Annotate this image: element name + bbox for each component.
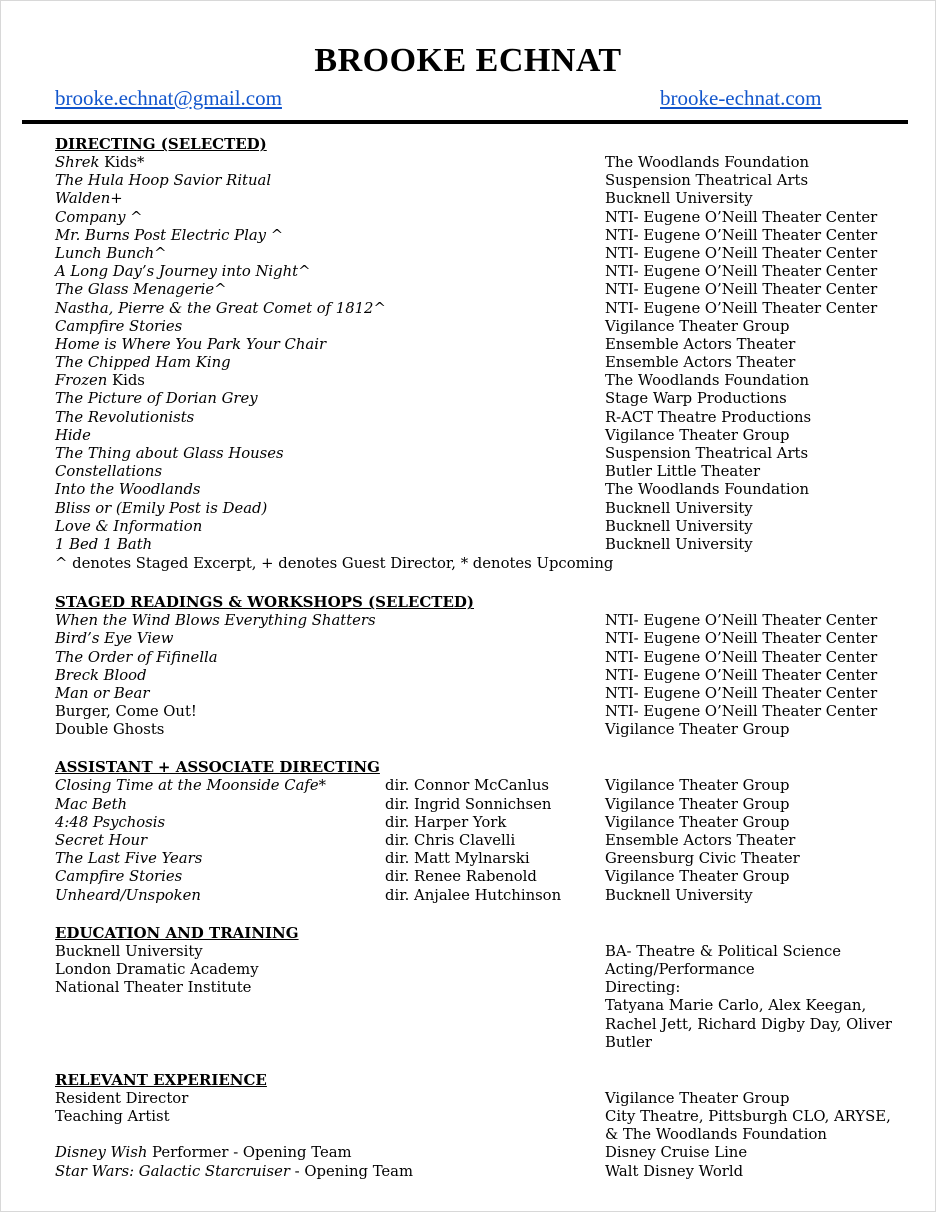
list-item xyxy=(55,868,915,886)
production-title: The Thing about Glass Houses xyxy=(55,445,284,462)
reading-title: Breck Blood xyxy=(55,666,147,684)
list-item xyxy=(55,154,915,172)
directing-legend: ^ denotes Staged Excerpt, + denotes Guest Director, * denotes Upcoming xyxy=(55,555,614,573)
production-title: Mr. Burns Post Electric Play ^ xyxy=(55,226,284,244)
production-title: Campfire Stories xyxy=(55,868,183,886)
list-item xyxy=(55,245,915,263)
experience-section xyxy=(55,1070,915,1181)
organization: Bucknell University xyxy=(605,886,753,904)
production-title: Love & Information xyxy=(55,517,203,535)
list-item xyxy=(55,300,915,318)
directing-section xyxy=(55,134,915,574)
organization: Vigilance Theater Group xyxy=(605,813,790,831)
production-title: Home is Where You Park Your Chair xyxy=(55,335,327,353)
production-cell xyxy=(55,300,386,318)
production-cell xyxy=(55,354,231,372)
readings-section xyxy=(55,592,915,739)
production-title: Closing Time at the Moonside Cafe* xyxy=(55,777,327,795)
production-title: The Hula Hoop Savior Ritual xyxy=(55,172,272,190)
education-list xyxy=(55,943,915,998)
production-title: The Glass Menagerie^ xyxy=(55,281,227,299)
role: Teaching Artist xyxy=(55,1108,170,1126)
production-title: 1 Bed 1 Bath xyxy=(55,535,153,553)
director: dir. Connor McCanlus xyxy=(385,777,550,795)
organization: The Woodlands Foundation xyxy=(605,481,810,499)
resume-name: BROOKE ECHNAT xyxy=(314,42,622,79)
organization: Bucknell University xyxy=(605,535,753,553)
list-item xyxy=(55,372,915,390)
list-item xyxy=(55,409,915,427)
assistant-section xyxy=(55,757,915,904)
resume-body xyxy=(55,134,915,1199)
directing-list xyxy=(55,154,915,554)
role: Resident Director xyxy=(55,1089,189,1107)
production-cell xyxy=(55,245,167,263)
section-heading: STAGED READINGS & WORKSHOPS (SELECTED) xyxy=(55,593,474,612)
organization: Vigilance Theater Group xyxy=(605,426,790,444)
production-title: Lunch Bunch^ xyxy=(55,244,167,262)
list-item xyxy=(55,630,915,648)
production-title: Into the Woodlands xyxy=(55,481,201,499)
organization: Stage Warp Productions xyxy=(605,390,787,408)
role: - Opening Team xyxy=(289,1162,414,1180)
role: Performer - Opening Team xyxy=(147,1144,352,1162)
section-heading: ASSISTANT + ASSOCIATE DIRECTING xyxy=(55,758,380,777)
list-item xyxy=(55,612,915,630)
production-cell xyxy=(55,518,202,536)
role-cell xyxy=(55,1108,170,1126)
organization: NTI- Eugene O’Neill Theater Center xyxy=(605,630,878,648)
production-suffix: Kids* xyxy=(99,154,145,171)
production-cell xyxy=(55,372,145,390)
organization: NTI- Eugene O’Neill Theater Center xyxy=(605,612,878,630)
list-item xyxy=(55,318,915,336)
header-rule xyxy=(22,120,908,124)
list-item xyxy=(55,1144,915,1162)
production-title: Shrek xyxy=(55,154,100,171)
production-suffix: Kids xyxy=(107,372,145,390)
director: dir. Chris Clavelli xyxy=(385,832,516,849)
role-cell xyxy=(55,1163,413,1181)
organization: Vigilance Theater Group xyxy=(605,777,790,795)
list-item xyxy=(55,263,915,281)
production-title: The Picture of Dorian Grey xyxy=(55,390,258,408)
production-title: Constellations xyxy=(55,463,163,481)
website-link[interactable]: brooke-echnat.com xyxy=(660,86,822,110)
list-item xyxy=(55,518,915,536)
production-cell xyxy=(55,409,194,427)
school: National Theater Institute xyxy=(55,979,252,997)
list-item xyxy=(55,961,915,979)
list-item xyxy=(55,685,915,703)
production-cell xyxy=(55,481,201,499)
production-cell xyxy=(55,209,143,227)
reading-title: Burger, Come Out! xyxy=(55,703,197,721)
list-item xyxy=(55,354,915,372)
production-cell xyxy=(55,318,182,336)
organization: Walt Disney World xyxy=(605,1162,744,1180)
production-cell xyxy=(55,263,311,281)
organization: Ensemble Actors Theater xyxy=(605,335,796,353)
production-cell xyxy=(55,427,91,445)
list-item xyxy=(55,190,915,208)
organization: Vigilance Theater Group xyxy=(605,868,790,886)
director: dir. Renee Rabenold xyxy=(385,868,537,886)
production-title: Frozen xyxy=(55,372,108,390)
organization: Ensemble Actors Theater xyxy=(605,832,796,849)
degree: Directing: xyxy=(605,979,681,997)
production-title: Bliss or (Emily Post is Dead) xyxy=(55,499,268,517)
organization: & The Woodlands Foundation xyxy=(605,1126,827,1144)
list-item xyxy=(55,427,915,445)
readings-list xyxy=(55,612,915,739)
production-cell xyxy=(55,154,144,172)
production-title: The Last Five Years xyxy=(55,850,203,868)
organization: Bucknell University xyxy=(605,517,753,535)
list-item xyxy=(55,649,915,667)
organization: Disney Cruise Line xyxy=(605,1144,748,1162)
organization: Vigilance Theater Group xyxy=(605,795,790,813)
organization: Suspension Theatrical Arts xyxy=(605,172,809,190)
director: dir. Anjalee Hutchinson xyxy=(385,886,562,904)
production-title: Secret Hour xyxy=(55,832,148,849)
production-title: Unheard/Unspoken xyxy=(55,886,201,904)
list-item xyxy=(55,943,915,961)
list-item xyxy=(55,979,915,997)
reading-title: Man or Bear xyxy=(55,684,150,702)
role-cell xyxy=(55,1144,352,1162)
production-title: Hide xyxy=(55,426,91,444)
production-title: Company ^ xyxy=(55,208,143,226)
list-item xyxy=(55,172,915,190)
degree: BA- Theatre & Political Science xyxy=(605,942,842,960)
production-title: Campfire Stories xyxy=(55,317,183,335)
reading-title: Bird’s Eye View xyxy=(55,630,174,648)
production-cell xyxy=(55,281,227,299)
list-item xyxy=(55,703,915,721)
assistant-list xyxy=(55,777,915,904)
organization: NTI- Eugene O’Neill Theater Center xyxy=(605,244,878,262)
organization: Butler Little Theater xyxy=(605,463,761,481)
list-item xyxy=(55,536,915,554)
role-title: Star Wars: Galactic Starcruiser xyxy=(55,1162,290,1180)
production-title: A Long Day’s Journey into Night^ xyxy=(55,263,311,281)
production-cell xyxy=(55,445,284,463)
production-title: 4:48 Psychosis xyxy=(55,813,166,831)
production-title: The Revolutionists xyxy=(55,408,195,426)
degree: Acting/Performance xyxy=(605,960,755,978)
list-item xyxy=(55,832,915,850)
organization: NTI- Eugene O’Neill Theater Center xyxy=(605,226,878,244)
organization: Vigilance Theater Group xyxy=(605,721,790,739)
list-item xyxy=(55,445,915,463)
list-item xyxy=(55,1126,915,1144)
organization: Greensburg Civic Theater xyxy=(605,850,800,868)
reading-title: Double Ghosts xyxy=(55,721,165,739)
list-item xyxy=(55,463,915,481)
production-cell xyxy=(55,172,271,190)
role-title: Disney Wish xyxy=(55,1144,148,1162)
organization: NTI- Eugene O’Neill Theater Center xyxy=(605,281,878,299)
organization: The Woodlands Foundation xyxy=(605,154,810,171)
list-item xyxy=(55,390,915,408)
production-title: Mac Beth xyxy=(55,795,128,813)
list-item xyxy=(55,281,915,299)
production-title: Nastha, Pierre & the Great Comet of 1812^ xyxy=(55,299,386,317)
list-item xyxy=(55,814,915,832)
production-title: Walden+ xyxy=(55,190,123,208)
list-item xyxy=(55,850,915,868)
organization: NTI- Eugene O’Neill Theater Center xyxy=(605,263,878,281)
director: dir. Ingrid Sonnichsen xyxy=(385,795,552,813)
school: London Dramatic Academy xyxy=(55,960,259,978)
reading-title: When the Wind Blows Everything Shatters xyxy=(55,612,376,630)
production-cell xyxy=(55,536,152,554)
organization: Bucknell University xyxy=(605,190,753,208)
director: dir. Matt Mylnarski xyxy=(385,850,530,868)
production-cell xyxy=(55,500,267,518)
list-item xyxy=(55,796,915,814)
teachers-row xyxy=(55,997,915,1052)
organization: The Woodlands Foundation xyxy=(605,372,810,390)
organization: City Theatre, Pittsburgh CLO, ARYSE, xyxy=(605,1108,891,1126)
education-section xyxy=(55,923,915,1052)
list-item xyxy=(55,1108,915,1126)
organization: NTI- Eugene O’Neill Theater Center xyxy=(605,648,878,666)
organization: R-ACT Theatre Productions xyxy=(605,408,812,426)
production-cell xyxy=(55,227,283,245)
list-item xyxy=(55,1163,915,1181)
organization: NTI- Eugene O’Neill Theater Center xyxy=(605,684,878,702)
role-cell xyxy=(55,1090,188,1108)
organization: Vigilance Theater Group xyxy=(605,317,790,335)
experience-list xyxy=(55,1090,915,1181)
organization: Vigilance Theater Group xyxy=(605,1089,790,1107)
email-link[interactable]: brooke.echnat@gmail.com xyxy=(55,86,282,110)
list-item xyxy=(55,1090,915,1108)
production-cell xyxy=(55,463,162,481)
section-heading: DIRECTING (SELECTED) xyxy=(55,135,267,153)
section-heading: RELEVANT EXPERIENCE xyxy=(55,1070,267,1089)
list-item xyxy=(55,667,915,685)
list-item xyxy=(55,481,915,499)
organization: NTI- Eugene O’Neill Theater Center xyxy=(605,703,878,721)
list-item xyxy=(55,336,915,354)
list-item xyxy=(55,209,915,227)
list-item xyxy=(55,500,915,518)
organization: NTI- Eugene O’Neill Theater Center xyxy=(605,208,878,226)
school: Bucknell University xyxy=(55,942,203,960)
production-cell xyxy=(55,390,258,408)
director: dir. Harper York xyxy=(385,813,507,831)
section-heading: EDUCATION AND TRAINING xyxy=(55,923,299,942)
teachers-list: Tatyana Marie Carlo, Alex Keegan, Rachel Jett, Richard Digby Day, Oliver Butler xyxy=(605,997,892,1051)
production-cell xyxy=(55,190,123,208)
production-cell xyxy=(55,336,326,354)
organization: NTI- Eugene O’Neill Theater Center xyxy=(605,666,878,684)
list-item xyxy=(55,227,915,245)
list-item xyxy=(55,721,915,739)
organization: Suspension Theatrical Arts xyxy=(605,445,809,462)
organization: Bucknell University xyxy=(605,499,753,517)
organization: Ensemble Actors Theater xyxy=(605,354,796,372)
reading-title: The Order of Fifinella xyxy=(55,648,218,666)
list-item xyxy=(55,887,915,905)
list-item xyxy=(55,777,915,795)
organization: NTI- Eugene O’Neill Theater Center xyxy=(605,299,878,317)
production-title: The Chipped Ham King xyxy=(55,354,231,372)
